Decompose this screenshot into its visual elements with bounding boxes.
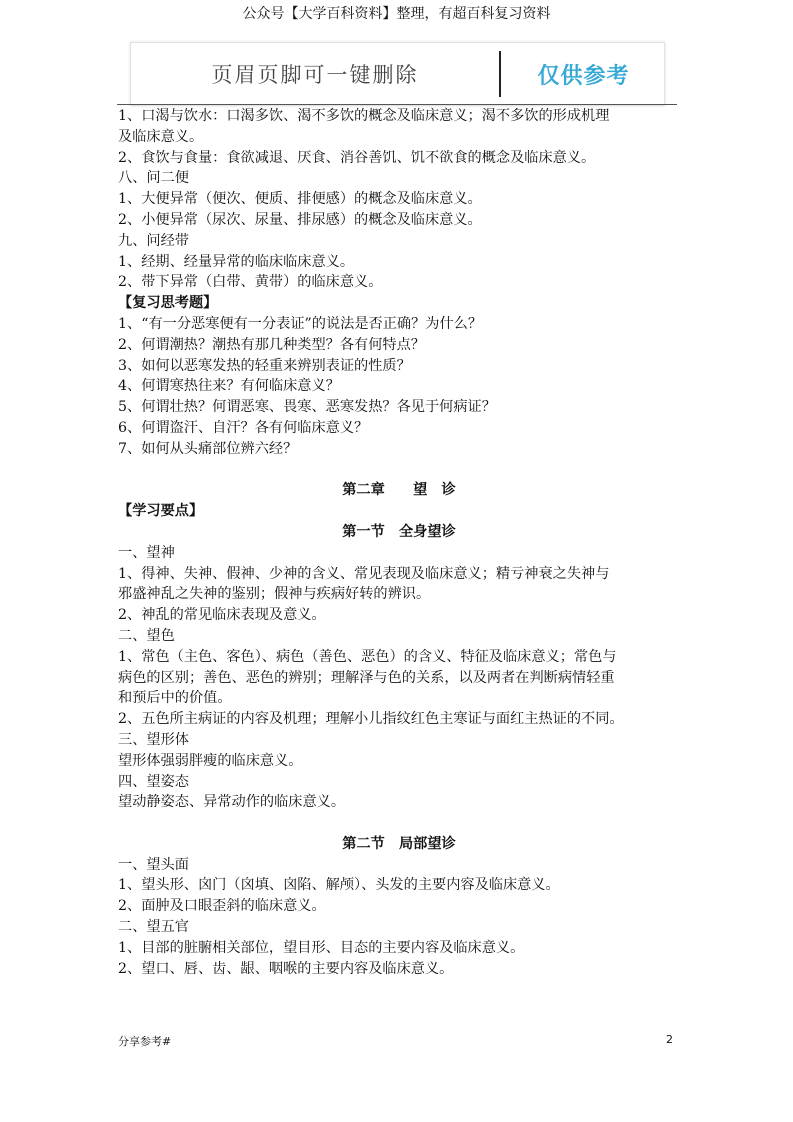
top-note: 公众号【大学百科资料】整理，有超百科复习资料 (242, 6, 551, 22)
text-line: 1、望头形、囟门（囟填、囟陷、解颅）、头发的主要内容及临床意义。 (118, 877, 560, 894)
text-line: 2、望口、唇、齿、龈、咽喉的主要内容及临床意义。 (118, 960, 454, 977)
section-heading: 二、望五官 (118, 919, 189, 936)
text-line: 1、常色（主色、客色）、病色（善色、恶色）的含义、特征及临床意义；常色与 (118, 648, 617, 665)
banner-left-text: 页眉页脚可一键删除 (211, 63, 419, 87)
key-points-heading: 【学习要点】 (118, 503, 204, 520)
question-line: 1、“有一分恶寒便有一分表证”的说法是否正确？为什么？ (118, 315, 483, 332)
question-line: 6、何谓盗汗、自汗？各有何临床意义？ (118, 419, 369, 436)
text-line: 1、大便异常（便次、便质、排便感）的概念及临床意义。 (118, 191, 482, 208)
text-line: 2、面肿及口眼歪斜的临床意义。 (118, 898, 326, 915)
header-banner (130, 42, 665, 106)
question-line: 3、如何以恶寒发热的轻重来辨别表证的性质？ (118, 357, 411, 374)
review-heading: 【复习思考题】 (118, 295, 218, 312)
footer-left-text: 分享参考# (118, 1035, 172, 1048)
text-line: 望形体强弱胖瘦的临床意义。 (118, 752, 303, 769)
text-line: 2、小便异常（尿次、尿量、排尿感）的概念及临床意义。 (118, 211, 482, 228)
chapter-title: 第二章 望 诊 (342, 482, 456, 499)
header-rule (117, 104, 677, 105)
document-body (118, 106, 680, 979)
section-title-2: 第二节 局部望诊 (342, 835, 456, 852)
text-line: 2、神乱的常见临床表现及意义。 (118, 607, 326, 624)
banner-divider (499, 51, 501, 97)
question-line: 5、何谓壮热？何谓恶寒、畏寒、恶寒发热？各见于何病证？ (118, 399, 496, 416)
text-line: 1、口渴与饮水：口渴多饮、渴不多饮的概念及临床意义；渴不多饮的形成机理 (118, 108, 610, 124)
text-line: 和预后中的价值。 (118, 690, 232, 707)
text-line: 及临床意义。 (118, 128, 204, 145)
section-heading: 一、望头面 (118, 856, 189, 873)
text-line: 2、五色所主病证的内容及机理；理解小儿指纹红色主寒证与面红主热证的不同。 (118, 711, 624, 728)
text-line: 病色的区别；善色、恶色的辨别；理解泽与色的关系，以及两者在判断病情轻重 (118, 669, 615, 686)
banner-right-text: 仅供参考 (537, 63, 630, 89)
text-line: 2、食饮与食量：食欲减退、厌食、消谷善饥、饥不欲食的概念及临床意义。 (118, 149, 596, 166)
section-heading: 九、问经带 (118, 232, 189, 249)
text-line: 2、带下异常（白带、黄带）的临床意义。 (118, 274, 383, 291)
question-line: 7、如何从头痛部位辨六经？ (118, 440, 298, 457)
text-line: 1、经期、经量异常的临床临床意义。 (118, 253, 355, 270)
text-line: 望动静姿态、异常动作的临床意义。 (118, 794, 346, 811)
section-heading: 八、问二便 (118, 170, 189, 187)
text-line: 1、得神、失神、假神、少神的含义、常见表现及临床意义；精亏神衰之失神与 (118, 565, 610, 582)
section-heading: 四、望姿态 (118, 773, 189, 790)
page-number: 2 (666, 1033, 673, 1046)
question-line: 2、何谓潮热？潮热有那几种类型？各有何特点？ (118, 336, 425, 353)
section-heading: 三、望形体 (118, 731, 189, 748)
section-title-1: 第一节 全身望诊 (342, 523, 456, 540)
text-line: 1、目部的脏腑相关部位，望目形、目态的主要内容及临床意义。 (118, 939, 525, 956)
text-line: 邪盛神乱之失神的鉴别；假神与疾病好转的辨识。 (118, 586, 431, 603)
section-heading: 二、望色 (118, 627, 175, 644)
question-line: 4、何谓寒热往来？有何临床意义？ (118, 378, 340, 395)
section-heading: 一、望神 (118, 544, 175, 561)
